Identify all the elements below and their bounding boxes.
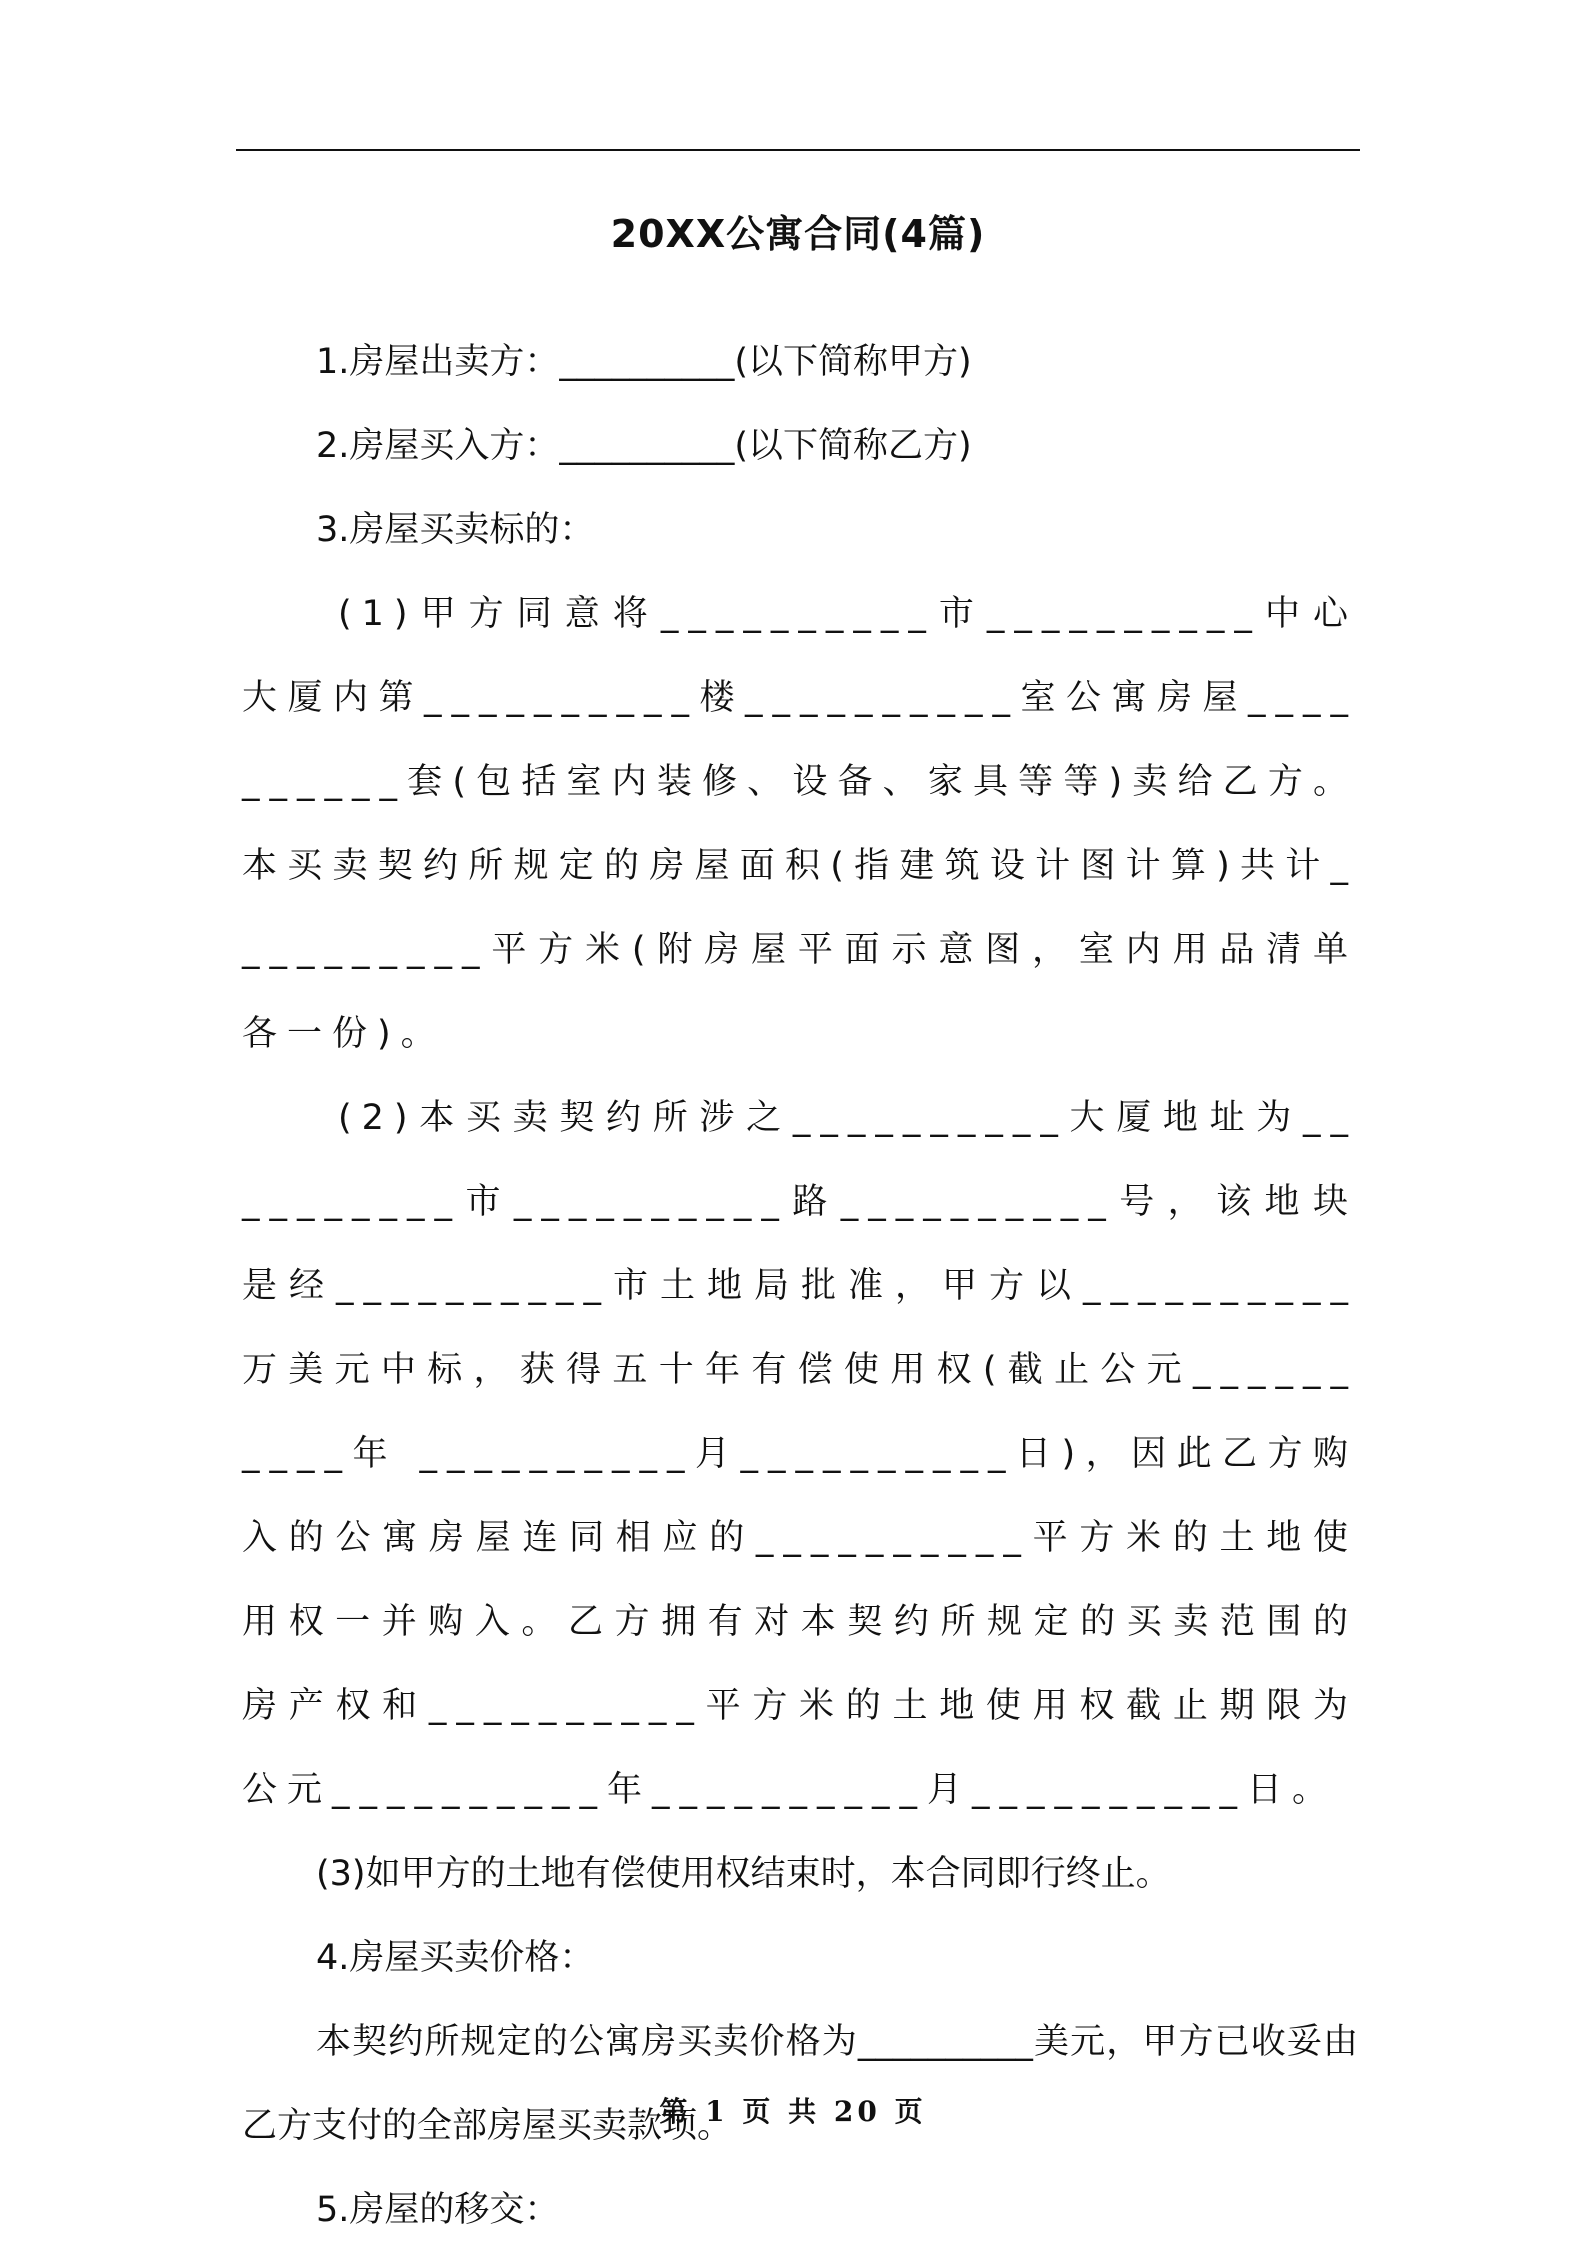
clause-price-text: 本契约所规定的公寓房买卖价格为__________美元，甲方已收妥由乙方支付的全部房屋买卖款项。 (242, 2022, 1358, 2146)
clause-handover-heading: 5.房屋的移交： (316, 2190, 560, 2230)
page-footer: 第 1 页 共 20 页 (659, 2095, 927, 2128)
clause-price-heading: 4.房屋买卖价格： (316, 1938, 595, 1978)
document-title: 20XX公寓合同(4篇) (610, 212, 986, 256)
clause-subject-item-3: (3)如甲方的土地有偿使用权结束时，本合同即行终止。 (316, 1854, 1171, 1894)
document-body (242, 320, 1358, 2252)
clause-subject-heading: 3.房屋买卖标的： (316, 510, 595, 550)
clause-buyer: 2.房屋买入方：__________(以下简称乙方) (316, 426, 972, 466)
clause-seller: 1.房屋出卖方：__________(以下简称甲方) (316, 342, 972, 382)
clause-subject-item-2: (2)本买卖契约所涉之__________大厦地址为__________市__________路__________号，该地块是经__________市土地局批准，甲方以__________万美元中标，获得五十年有偿使用权(截止公元__________年 __________月__________日)，因此乙方购入的公寓房屋连同相应的__________平方米的土地使用权一并购入。乙方拥有对本契约所规定的买卖范围的房产权和__________平方米的土地使用权截止期限为公元__________年__________月__________日。 (242, 1098, 1358, 1810)
header-rule (236, 149, 1360, 151)
clause-subject-item-1: (1)甲方同意将__________市__________中心大厦内第__________楼__________室公寓房屋__________套(包括室内装修、设备、家具等等)卖给乙方。本买卖契约所规定的房屋面积(指建筑设计图计算)共计__________平方米(附房屋平面示意图，室内用品清单各一份)。 (242, 594, 1358, 1054)
